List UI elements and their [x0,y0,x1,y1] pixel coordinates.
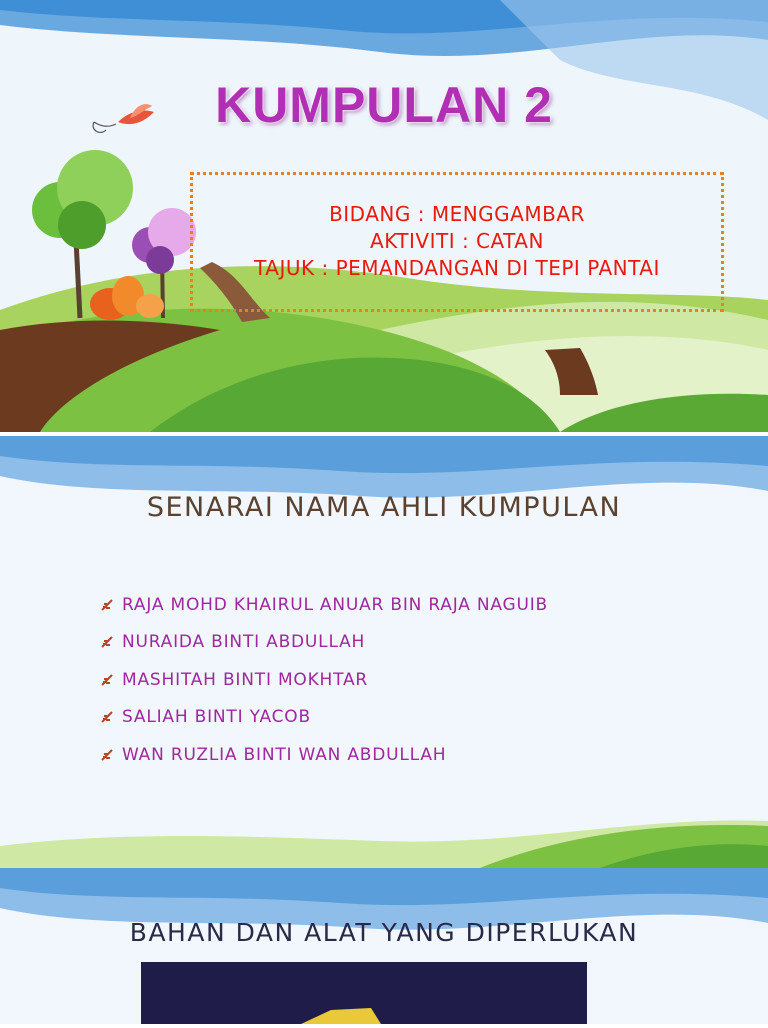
tree-crown-purple [146,246,174,274]
photo-content [141,962,587,1024]
list-item [100,699,548,737]
paint-box [301,1008,381,1024]
leaf-bullet-icon [100,673,122,687]
section-title: BAHAN DAN ALAT YANG DIPERLUKAN [129,918,639,947]
bush [136,294,164,318]
list-item [100,586,548,624]
member-list [100,586,548,774]
member-name: MASHITAH BINTI MOKHTAR [122,669,369,690]
info-line-tajuk: TAJUK : PEMANDANGAN DI TEPI PANTAI [254,256,660,280]
materials-photo [141,962,587,1024]
list-item [100,661,548,699]
leaf-bullet-icon [100,710,122,724]
slide-title [0,0,768,432]
leaf-bullet-icon [100,598,122,612]
member-name: NURAIDA BINTI ABDULLAH [122,632,366,653]
info-line-aktiviti: AKTIVITI : CATAN [370,229,544,253]
info-line-bidang: BIDANG : MENGGAMBAR [329,202,585,226]
list-item [100,736,548,774]
section-title: SENARAI NAMA AHLI KUMPULAN [146,492,622,523]
tree-crown [58,201,106,249]
info-box [190,172,724,312]
leaf-bullet-icon [100,748,122,762]
member-name: WAN RUZLIA BINTI WAN ABDULLAH [122,744,447,765]
leaf-bullet-icon [100,635,122,649]
list-item [100,624,548,662]
page-title: KUMPULAN 2 [215,77,553,133]
member-name: RAJA MOHD KHAIRUL ANUAR BIN RAJA NAGUIB [122,594,549,615]
member-name: SALIAH BINTI YACOB [122,707,311,728]
